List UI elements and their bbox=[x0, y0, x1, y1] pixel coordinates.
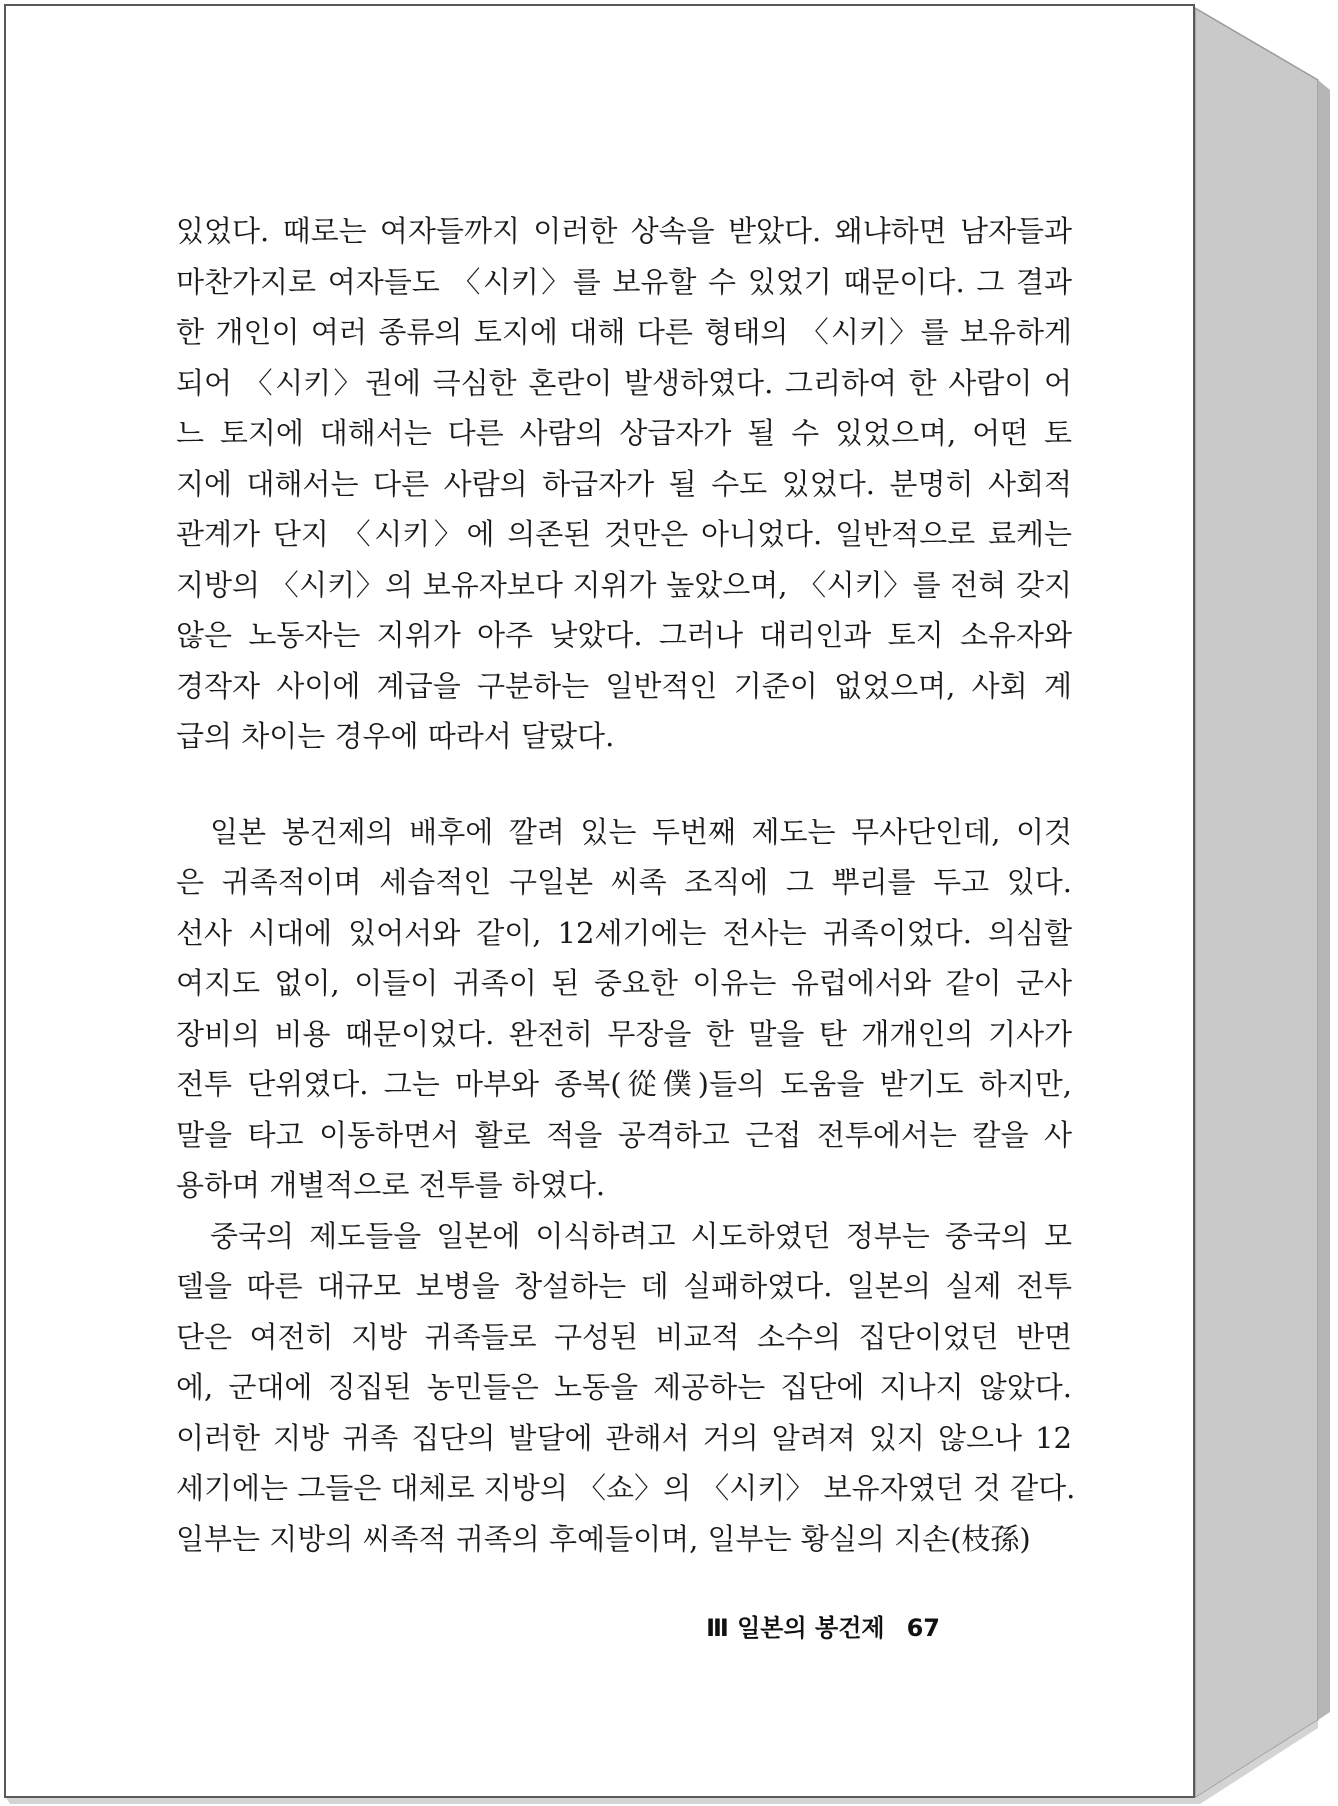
text-line: 이러한 지방 귀족 집단의 발달에 관해서 거의 알려져 있지 않으나 12 bbox=[176, 1420, 1072, 1455]
text-line: 경작자 사이에 계급을 구분하는 일반적인 기준이 없었으며, 사회 계 bbox=[176, 668, 1072, 703]
paragraph bbox=[176, 807, 1072, 1211]
text-line: 에, 군대에 징집된 농민들은 노동을 제공하는 집단에 지나지 않았다. bbox=[176, 1370, 1072, 1404]
paragraph-gap bbox=[176, 762, 1072, 807]
text-line: 한 개인이 여러 종류의 토지에 대해 다른 형태의 〈시키〉를 보유하게 bbox=[176, 315, 1072, 349]
text-line: 선사 시대에 있어서와 같이, 12세기에는 전사는 귀족이었다. 의심할 bbox=[176, 915, 1072, 950]
text-line: 세기에는 그들은 대체로 지방의 〈쇼〉의 〈시키〉 보유자였던 것 같다. bbox=[176, 1471, 1076, 1505]
page-thickness-face bbox=[1195, 8, 1318, 1798]
text-line: 마찬가지로 여자들도 〈시키〉를 보유할 수 있었기 때문이다. 그 결과 bbox=[176, 264, 1072, 299]
text-line: 은 귀족적이며 세습적인 구일본 씨족 조직에 그 뿌리를 두고 있다. bbox=[176, 865, 1072, 899]
paragraph bbox=[176, 1211, 1076, 1565]
page-number: 67 bbox=[906, 1614, 940, 1642]
paragraph bbox=[176, 206, 1072, 762]
text-line: 용하며 개별적으로 전투를 하였다. bbox=[176, 1168, 606, 1202]
text-line: 느 토지에 대해서는 다른 사람의 상급자가 될 수 있었으며, 어떤 토 bbox=[176, 416, 1072, 450]
chapter-title: Ⅲ 일본의 봉건제 bbox=[706, 1614, 885, 1642]
text-line: 지방의 〈시키〉의 보유자보다 지위가 높았으며, 〈시키〉를 전혀 갖지 bbox=[176, 567, 1072, 602]
text-line: 되어 〈시키〉권에 극심한 혼란이 발생하였다. 그리하여 한 사람이 어 bbox=[176, 365, 1072, 400]
text-line: 않은 노동자는 지위가 아주 낮았다. 그러나 대리인과 토지 소유자와 bbox=[176, 618, 1072, 652]
text-line: 델을 따른 대규모 보병을 창설하는 데 실패하였다. 일본의 실제 전투 bbox=[176, 1269, 1072, 1303]
text-line: 장비의 비용 때문이었다. 완전히 무장을 한 말을 탄 개개인의 기사가 bbox=[176, 1016, 1072, 1051]
text-line: 중국의 제도들을 일본에 이식하려고 시도하였던 정부는 중국의 모 bbox=[210, 1218, 1072, 1253]
running-footer bbox=[706, 1608, 940, 1643]
text-line: 있었다. 때로는 여자들까지 이러한 상속을 받았다. 왜냐하면 남자들과 bbox=[176, 214, 1072, 248]
text-line: 일본 봉건제의 배후에 깔려 있는 두번째 제도는 무사단인데, 이것 bbox=[210, 814, 1072, 849]
text-line: 급의 차이는 경우에 따라서 달랐다. bbox=[176, 719, 615, 753]
text-line: 전투 단위였다. 그는 마부와 종복(從僕)들의 도움을 받기도 하지만, bbox=[176, 1067, 1072, 1101]
body-text bbox=[176, 206, 1076, 1564]
text-line: 지에 대해서는 다른 사람의 하급자가 될 수도 있었다. 분명히 사회적 bbox=[176, 466, 1072, 501]
text-line: 말을 타고 이동하면서 활로 적을 공격하고 근접 전투에서는 칼을 사 bbox=[176, 1117, 1072, 1152]
page-thickness-edge bbox=[1318, 80, 1330, 1720]
text-line: 일부는 지방의 씨족적 귀족의 후예들이며, 일부는 황실의 지손(枝孫) bbox=[176, 1521, 1031, 1556]
text-line: 단은 여전히 지방 귀족들로 구성된 비교적 소수의 집단이었던 반면 bbox=[176, 1319, 1072, 1354]
text-line: 관계가 단지 〈시키〉에 의존된 것만은 아니었다. 일반적으로 료케는 bbox=[176, 517, 1072, 551]
book-page bbox=[4, 4, 1195, 1798]
text-line: 여지도 없이, 이들이 귀족이 된 중요한 이유는 유럽에서와 같이 군사 bbox=[176, 966, 1072, 1000]
